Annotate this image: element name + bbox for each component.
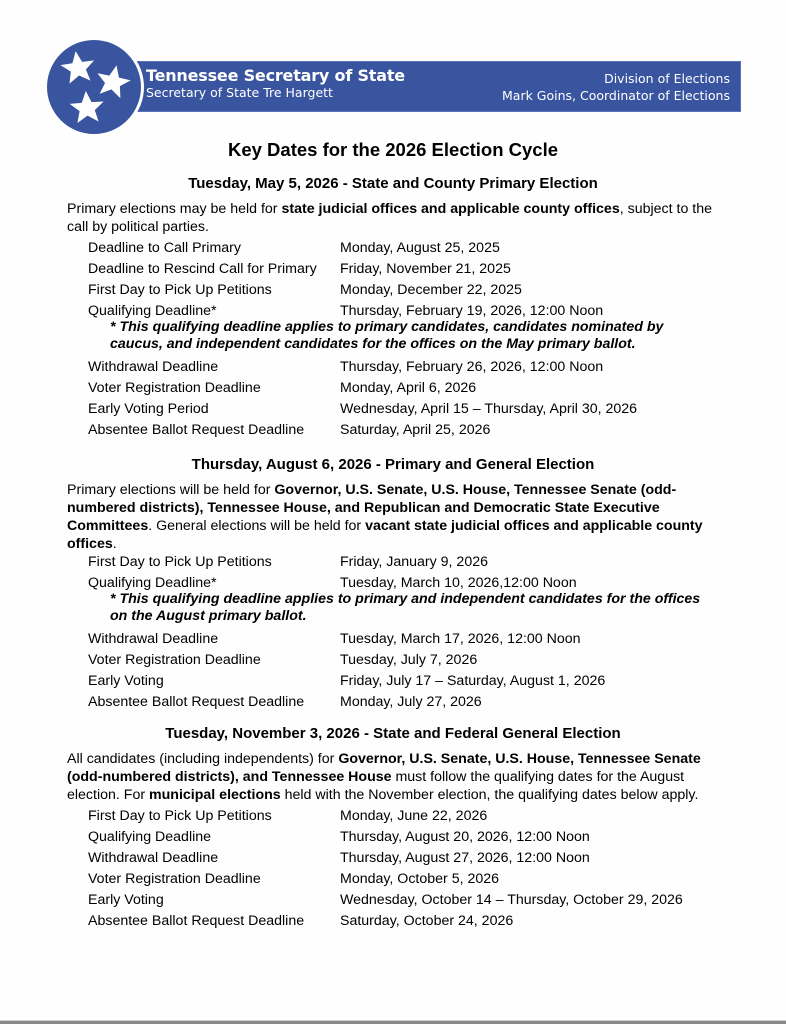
division-name: Division of Elections xyxy=(604,71,730,86)
table-row: Early Voting Period Wednesday, April 15 – Thursday, April 30, 2026 xyxy=(88,401,638,417)
tri-star-icon xyxy=(44,37,144,137)
section-heading-august: Thursday, August 6, 2026 - Primary and General Election xyxy=(191,456,595,473)
org-branding xyxy=(146,66,405,101)
table-row: Deadline to Rescind Call for Primary Friday, November 21, 2025 xyxy=(88,261,511,277)
table-row: Qualifying Deadline Thursday, August 20, 2026, 12:00 Noon xyxy=(88,829,590,845)
section-intro-august: Primary elections will be held for Governor, U.S. Senate, U.S. House, Tennessee Senate (odd-numbered districts), Tennessee House, and Republican and Democratic State Executive Committees. General elections will be held for vacant state judicial offices and applicable county offices. xyxy=(67,482,703,552)
table-row: Deadline to Call Primary Monday, August 25, 2025 xyxy=(88,240,500,256)
table-row: Absentee Ballot Request Deadline Saturday, October 24, 2026 xyxy=(88,913,514,929)
section-heading-november: Tuesday, November 3, 2026 - State and Federal General Election xyxy=(165,725,621,742)
table-row: Voter Registration Deadline Tuesday, July 7, 2026 xyxy=(88,652,478,668)
section-intro-november: All candidates (including independents) for Governor, U.S. Senate, U.S. House, Tennessee Senate (odd-numbered districts), and Tennessee House must follow the qualifying dates for the August election. For municipal elections held with the November election, the qualifying dates below apply. xyxy=(67,751,701,803)
table-row: First Day to Pick Up Petitions Friday, January 9, 2026 xyxy=(88,554,488,570)
page-title: Key Dates for the 2026 Election Cycle xyxy=(227,139,559,160)
table-row: Voter Registration Deadline Monday, October 5, 2026 xyxy=(88,871,500,887)
qualifying-footnote: * This qualifying deadline applies to primary candidates, candidates nominated by caucus, and independent candidates for the offices on the May primary ballot. xyxy=(110,319,664,352)
division-info xyxy=(502,70,730,104)
table-row: Absentee Ballot Request Deadline Saturday, April 25, 2026 xyxy=(88,422,491,438)
table-row: First Day to Pick Up Petitions Monday, June 22, 2026 xyxy=(88,808,488,824)
section-intro-may: Primary elections may be held for state judicial offices and applicable county offices, subject to the call by political parties. xyxy=(67,201,712,235)
table-row: Voter Registration Deadline Monday, April 6, 2026 xyxy=(88,380,477,396)
org-subtitle: Secretary of State Tre Hargett xyxy=(146,85,333,100)
table-row: Absentee Ballot Request Deadline Monday, July 27, 2026 xyxy=(88,694,482,710)
dates-table-august xyxy=(88,552,728,713)
table-row: Withdrawal Deadline Tuesday, March 17, 2026, 12:00 Noon xyxy=(88,631,581,647)
table-row: Withdrawal Deadline Thursday, February 26, 2026, 12:00 Noon xyxy=(88,359,604,375)
page-bottom-border xyxy=(0,1020,786,1024)
org-name: Tennessee Secretary of State xyxy=(146,66,405,85)
coordinator-name: Mark Goins, Coordinator of Elections xyxy=(502,88,730,103)
table-row: Early Voting Wednesday, October 14 – Thursday, October 29, 2026 xyxy=(88,892,683,908)
table-row: Withdrawal Deadline Thursday, August 27, 2026, 12:00 Noon xyxy=(88,850,590,866)
table-row: Qualifying Deadline* Thursday, February 19, 2026, 12:00 Noon xyxy=(88,303,604,319)
table-row: First Day to Pick Up Petitions Monday, December 22, 2025 xyxy=(88,282,522,298)
table-row: Qualifying Deadline* Tuesday, March 10, 2026,12:00 Noon xyxy=(88,575,577,591)
section-heading-may: Tuesday, May 5, 2026 - State and County Primary Election xyxy=(188,175,598,192)
dates-table-november xyxy=(88,806,728,932)
table-row: Early Voting Friday, July 17 – Saturday, August 1, 2026 xyxy=(88,673,606,689)
dates-table-may xyxy=(88,238,728,441)
qualifying-footnote: * This qualifying deadline applies to primary and independent candidates for the offices on the August primary ballot. xyxy=(110,591,701,624)
